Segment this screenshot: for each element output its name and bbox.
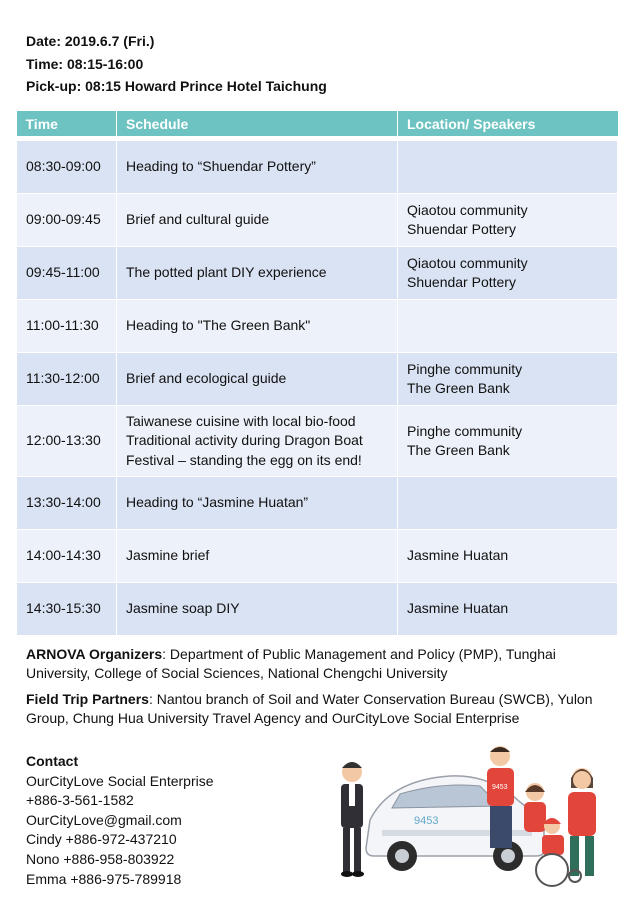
event-date: Date: 2019.6.7 (Fri.) (26, 33, 155, 49)
location-line: Qiaotou community (407, 254, 528, 271)
organizers-text: : Department of Public Management and Policy (PMP), Tunghai University, College of Social Sciences, National Chengchi University (26, 646, 556, 681)
contact-organization: OurCityLove Social Enterprise (26, 772, 214, 789)
schedule-line: Traditional activity during Dragon Boat (126, 432, 363, 449)
schedule-line: Heading to “Jasmine Huatan” (126, 494, 309, 511)
partners-text: : Nantou branch of Soil and Water Conservation Bureau (SWCB), Yulon Group, Chung Hua University Travel Agency and OurCityLove Social Enterprise (26, 691, 593, 726)
schedule-cell (117, 353, 398, 406)
event-time: Time: 08:15-16:00 (26, 55, 144, 72)
shirt-text: 9453 (492, 784, 508, 791)
contact-title: Contact (26, 753, 79, 769)
table-row (17, 406, 618, 477)
partners-paragraph (26, 690, 616, 728)
volunteer-girl-figure (524, 783, 546, 832)
table-row (17, 477, 618, 530)
partners-label: Field Trip Partners (26, 691, 149, 707)
table-row (17, 300, 618, 353)
column-header-time: Time (17, 111, 117, 136)
table-row (17, 141, 618, 194)
table-row (17, 353, 618, 406)
time-cell: 11:00-11:30 (17, 300, 117, 353)
schedule-line: Heading to “Shuendar Pottery” (126, 158, 316, 175)
organizers-paragraph (26, 645, 616, 683)
location-cell (398, 353, 618, 406)
event-pickup: Pick-up: 08:15 Howard Prince Hotel Taichung (26, 78, 327, 94)
contact-cindy: Cindy +886-972-437210 (26, 831, 177, 848)
column-header-location: Location/ Speakers (398, 111, 618, 136)
schedule-table (16, 111, 618, 636)
column-header-schedule: Schedule (117, 111, 398, 136)
location-line: Pinghe community (407, 422, 523, 439)
table-row (17, 583, 618, 636)
time-cell: 11:30-12:00 (17, 353, 117, 406)
schedule-line: Brief and cultural guide (126, 211, 270, 228)
schedule-line: Festival – standing the egg on its end! (126, 451, 362, 468)
location-cell (398, 247, 618, 300)
location-line: Jasmine Huatan (407, 600, 509, 617)
table-row (17, 530, 618, 583)
location-line: Jasmine Huatan (407, 547, 509, 564)
table-header-row (17, 111, 618, 136)
schedule-cell (117, 300, 398, 353)
contact-emma: Emma +886-975-789918 (26, 870, 182, 887)
time-cell: 09:45-11:00 (17, 247, 117, 300)
car-decal-text: 9453 (414, 815, 439, 827)
organizers-label: ARNOVA Organizers (26, 646, 163, 662)
volunteer-man-figure (487, 746, 514, 848)
location-line: The Green Bank (407, 442, 510, 458)
contact-phone: +886-3-561-1582 (26, 792, 134, 809)
time-cell: 13:30-14:00 (17, 477, 117, 530)
schedule-line: Jasmine brief (126, 547, 210, 564)
schedule-line: Jasmine soap DIY (126, 600, 240, 617)
location-cell (398, 583, 618, 636)
location-line: The Green Bank (407, 380, 510, 396)
schedule-body (17, 136, 618, 636)
location-line: Shuendar Pottery (407, 274, 516, 290)
time-cell: 14:00-14:30 (17, 530, 117, 583)
table-row (17, 247, 618, 300)
time-cell: 14:30-15:30 (17, 583, 117, 636)
location-cell (398, 477, 618, 530)
schedule-line: Taiwanese cuisine with local bio-food (126, 412, 356, 429)
schedule-line: Heading to "The Green Bank" (126, 317, 311, 334)
location-line: Qiaotou community (407, 201, 528, 218)
schedule-cell (117, 141, 398, 194)
schedule-cell (117, 194, 398, 247)
car-and-people-illustration (330, 742, 620, 892)
schedule-cell (117, 247, 398, 300)
contact-nono: Nono +886-958-803922 (26, 850, 175, 867)
schedule-line: Brief and ecological guide (126, 370, 287, 387)
location-line: Shuendar Pottery (407, 221, 516, 237)
car-figure (366, 776, 544, 871)
location-cell (398, 530, 618, 583)
time-cell: 08:30-09:00 (17, 141, 117, 194)
contact-section (26, 752, 214, 889)
volunteer-woman-figure (568, 768, 596, 876)
location-cell (398, 300, 618, 353)
event-header (26, 30, 327, 98)
location-cell (398, 141, 618, 194)
time-cell: 09:00-09:45 (17, 194, 117, 247)
schedule-line: The potted plant DIY experience (126, 264, 327, 281)
contact-email: OurCityLove@gmail.com (26, 811, 182, 828)
time-cell: 12:00-13:30 (17, 406, 117, 477)
schedule-cell (117, 583, 398, 636)
location-cell (398, 194, 618, 247)
schedule-cell (117, 477, 398, 530)
location-line: Pinghe community (407, 360, 523, 377)
schedule-cell (117, 530, 398, 583)
table-row (17, 194, 618, 247)
schedule-cell (117, 406, 398, 477)
guide-man-figure (341, 762, 364, 877)
organizers-section (26, 645, 616, 735)
location-cell (398, 406, 618, 477)
